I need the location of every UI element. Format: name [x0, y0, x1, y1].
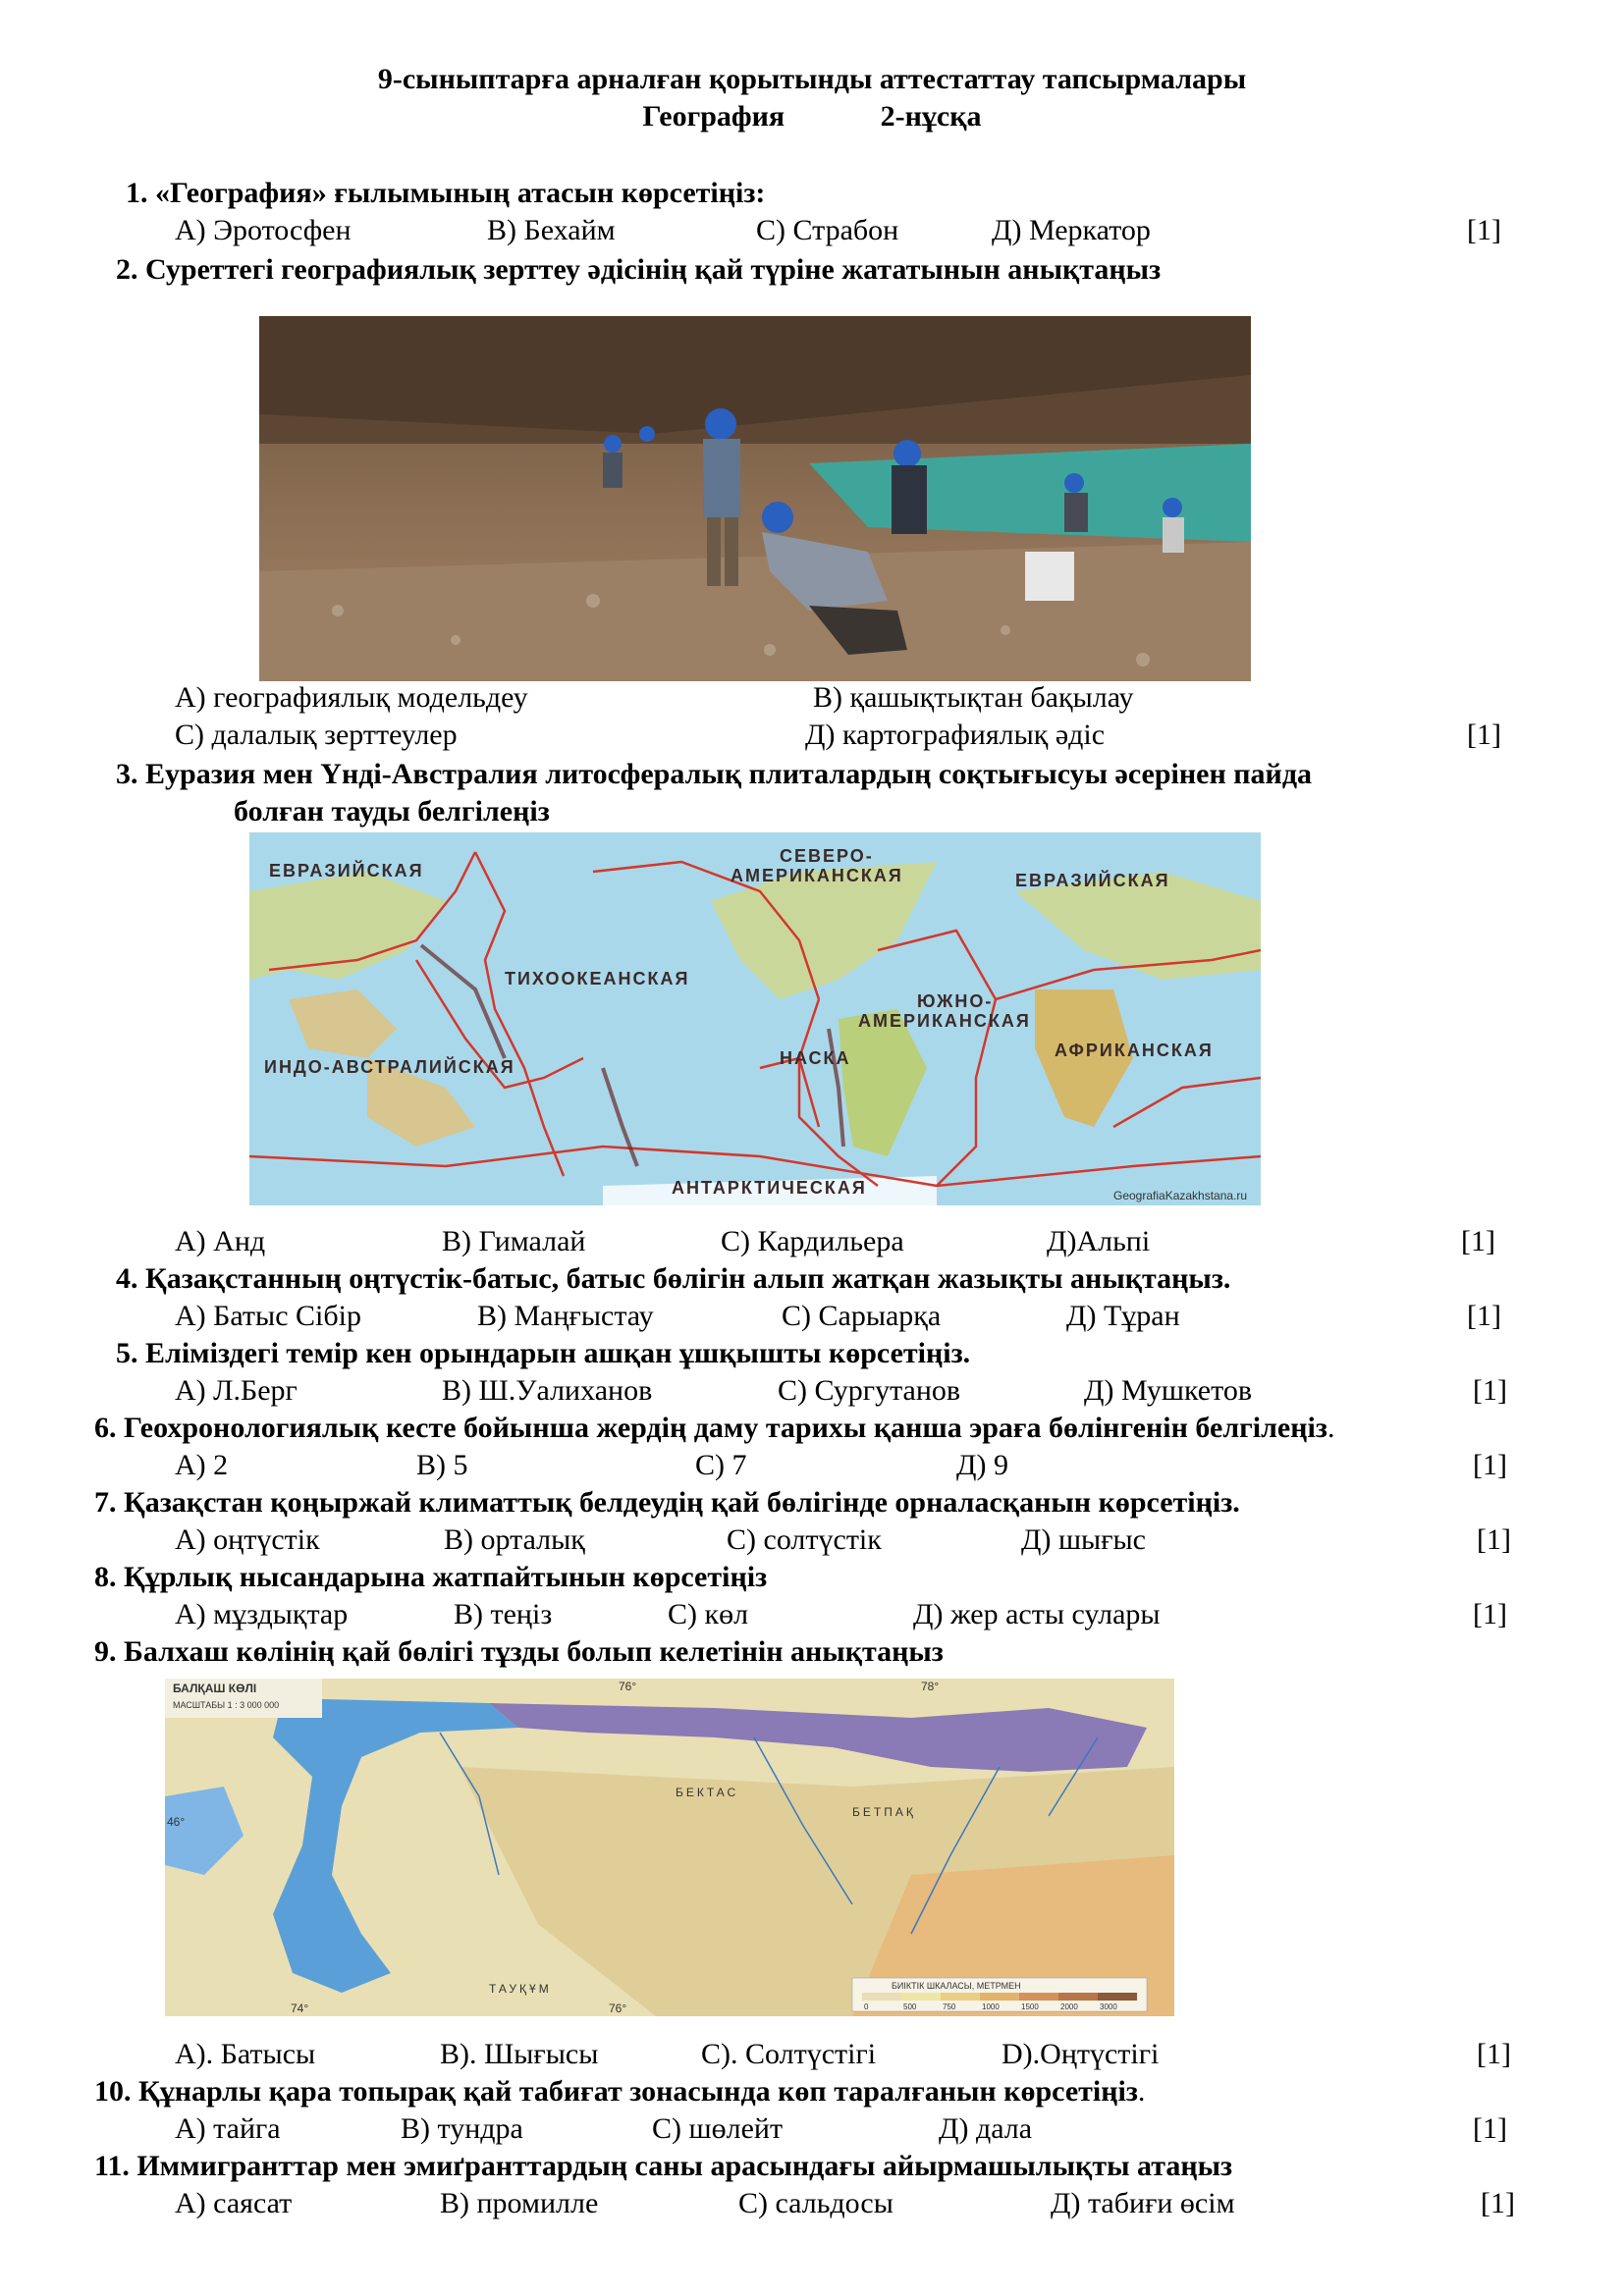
plate-label-north-american-2: АМЕРИКАНСКАЯ [731, 866, 903, 885]
balkhash-map-scale: МАСШТАБЫ 1 : 3 000 000 [173, 1700, 280, 1710]
q10-option-b: В) тундра [401, 2112, 523, 2145]
q9-option-b: В). Шығысы [440, 2038, 599, 2070]
q5-option-b: В) Ш.Уалиханов [442, 1374, 653, 1407]
plate-label-nazca: НАСКА [780, 1048, 851, 1068]
q10-option-a: А) тайга [175, 2112, 281, 2145]
question-3: 3. Еуразия мен Үнді-Австралия литосфералық плиталардың соқтығысуы әсерінен пайда [116, 758, 1313, 790]
q5-option-d: Д) Мушкетов [1084, 1374, 1253, 1407]
q2-points: [1] [1467, 719, 1501, 751]
q9-points: [1] [1477, 2038, 1511, 2070]
lon-label-4: 76° [609, 2002, 627, 2015]
q4-option-d: Д) Тұран [1066, 1300, 1180, 1332]
field-research-photo [259, 316, 1251, 681]
q10-points: [1] [1473, 2112, 1507, 2145]
subject: География [642, 100, 785, 133]
legend-value-5: 2000 [1060, 2002, 1078, 2011]
q6-option-b: В) 5 [416, 1449, 468, 1481]
document-title: 9-сыныптарға арналған қорытынды аттестаттау тапсырмалары [377, 63, 1247, 95]
plate-label-indo-australian: ИНДО-АВСТРАЛИЙСКАЯ [264, 1057, 515, 1077]
question-8: 8. Құрлық нысандарына жатпайтынын көрсетіңіз [94, 1561, 768, 1593]
q10-option-c: С) шөлейт [652, 2112, 784, 2145]
q2-option-d: Д) картографиялық әдіс [805, 719, 1106, 751]
plate-label-eurasian-east: ЕВРАЗИЙСКАЯ [1015, 871, 1170, 890]
question-10-text: 10. Құнарлы қара топырақ қай табиғат зонасында көп таралғанын көрсетіңіз [94, 2075, 1138, 2108]
q7-points: [1] [1477, 1523, 1511, 1556]
q8-option-a: А) мұздықтар [175, 1598, 349, 1630]
legend-value-2: 750 [943, 2002, 956, 2011]
q7-option-c: С) солтүстік [727, 1523, 882, 1556]
lon-label-2: 78° [921, 1680, 940, 1693]
question-5: 5. Еліміздегі темір кен орындарын ашқан ұшқышты көрсетіңіз. [116, 1337, 971, 1369]
question-1: 1. «География» ғылымының атасын көрсетіңіз: [126, 177, 766, 209]
plate-label-south-american-1: ЮЖНО- [917, 991, 994, 1011]
q7-option-d: Д) шығыс [1021, 1523, 1146, 1556]
legend-value-0: 0 [864, 2002, 869, 2011]
question-7: 7. Қазақстан қоңыржай климаттық белдеудің қай бөлігінде орналасқанын көрсетіңіз. [94, 1486, 1240, 1519]
legend-title: БИІКТІК ШКАЛАСЫ, МЕТРМЕН [892, 1981, 1021, 1991]
q11-option-c: С) сальдосы [738, 2187, 893, 2219]
q1-points: [1] [1467, 214, 1501, 246]
q2-option-a: А) географиялық модельдеу [175, 681, 528, 714]
question-10: 10. Құнарлы қара топырақ қай табиғат зонасында көп таралғанын көрсетіңіз. [94, 2075, 1146, 2108]
region-label-3: ТАУҚҰМ [489, 1982, 552, 1996]
q3-option-c: С) Кардильера [721, 1225, 904, 1257]
q11-points: [1] [1481, 2187, 1515, 2219]
region-label-2: БЕКТАС [676, 1786, 739, 1799]
plate-label-african: АФРИКАНСКАЯ [1055, 1041, 1214, 1060]
q1-option-a: А) Эротосфен [175, 214, 352, 246]
q5-option-a: А) Л.Берг [175, 1374, 298, 1407]
q10-option-d: Д) дала [939, 2112, 1033, 2145]
lon-label-3: 74° [291, 2002, 309, 2015]
q3-points: [1] [1461, 1225, 1495, 1257]
q6-points: [1] [1473, 1449, 1507, 1481]
balkhash-lake-map [165, 1679, 1174, 2016]
q2-option-b: В) қашықтықтан бақылау [813, 681, 1134, 714]
q11-option-b: В) промилле [440, 2187, 599, 2219]
question-2: 2. Суреттегі географиялық зерттеу әдісінің қай түріне жататынын анықтаңыз [116, 253, 1162, 286]
q4-points: [1] [1467, 1300, 1501, 1332]
region-label-1: БЕТПАҚ [852, 1805, 916, 1819]
q9-option-d: D).Оңтүстігі [1001, 2038, 1160, 2070]
legend-value-1: 500 [903, 2002, 917, 2011]
q9-option-a: А). Батысы [175, 2038, 316, 2070]
legend-value-4: 1500 [1021, 2002, 1039, 2011]
q11-option-a: А) саясат [175, 2187, 293, 2219]
q7-option-a: А) оңтүстік [175, 1523, 320, 1556]
legend-value-3: 1000 [982, 2002, 1000, 2011]
plate-label-antarctic: АНТАРКТИЧЕСКАЯ [672, 1178, 867, 1198]
q5-points: [1] [1473, 1374, 1507, 1407]
q8-option-c: С) көл [668, 1598, 749, 1630]
q3-option-a: А) Анд [175, 1225, 266, 1257]
q8-option-b: В) теңіз [454, 1598, 553, 1630]
balkhash-map-title: БАЛҚАШ КӨЛІ [173, 1682, 257, 1695]
q3-option-d: Д)Альпі [1047, 1225, 1151, 1257]
subject-line [0, 100, 1624, 133]
question-4: 4. Қазақстанның оңтүстік-батыс, батыс бөлігін алып жатқан жазықты анықтаңыз. [116, 1262, 1231, 1295]
legend-value-6: 3000 [1100, 2002, 1117, 2011]
q11-option-d: Д) табиғи өсім [1051, 2187, 1235, 2219]
q1-option-d: Д) Меркатор [992, 214, 1151, 246]
plate-label-south-american-2: АМЕРИКАНСКАЯ [858, 1011, 1031, 1031]
q4-option-b: В) Маңғыстау [477, 1300, 654, 1332]
q3-option-b: В) Гималай [442, 1225, 586, 1257]
q6-option-a: А) 2 [175, 1449, 229, 1481]
q1-option-b: В) Бехайм [487, 214, 616, 246]
q8-option-d: Д) жер асты сулары [913, 1598, 1161, 1630]
question-9: 9. Балхаш көлінің қай бөлігі тұзды болып келетінін анықтаңыз [94, 1635, 944, 1668]
question-3-cont: болған тауды белгілеңіз [234, 795, 550, 828]
q8-points: [1] [1473, 1598, 1507, 1630]
lat-label: 46° [167, 1815, 186, 1829]
question-6-text: 6. Геохронологиялық кесте бойынша жердің даму тарихы қанша эраға бөлінгенін белгілеңіз [94, 1412, 1327, 1444]
q1-option-c: С) Страбон [756, 214, 899, 246]
plate-label-eurasian-west: ЕВРАЗИЙСКАЯ [269, 861, 424, 881]
q7-option-b: В) орталық [444, 1523, 585, 1556]
q4-option-a: А) Батыс Сібір [175, 1300, 361, 1332]
q6-option-d: Д) 9 [956, 1449, 1008, 1481]
q5-option-c: С) Сургутанов [778, 1374, 961, 1407]
lon-label-1: 76° [619, 1680, 637, 1693]
q9-option-c: С). Солтүстігі [701, 2038, 877, 2070]
question-11: 11. Иммигранттар мен эмиґранттардың саны арасындағы айырмашылықты атаңыз [94, 2150, 1233, 2182]
plate-label-pacific: ТИХООКЕАНСКАЯ [505, 969, 690, 988]
variant: 2-нұсқа [880, 100, 982, 133]
question-6: 6. Геохронологиялық кесте бойынша жердің даму тарихы қанша эраға бөлінгенін белгілеңіз. [94, 1412, 1335, 1444]
plate-label-north-american-1: СЕВЕРО- [780, 846, 874, 866]
q6-option-c: С) 7 [695, 1449, 747, 1481]
q2-option-c: С) далалық зерттеулер [175, 719, 458, 751]
map-credit: GeografiaKazakhstana.ru [1113, 1189, 1248, 1202]
tectonic-plates-map [249, 832, 1261, 1205]
q4-option-c: С) Сарыарқа [782, 1300, 942, 1332]
